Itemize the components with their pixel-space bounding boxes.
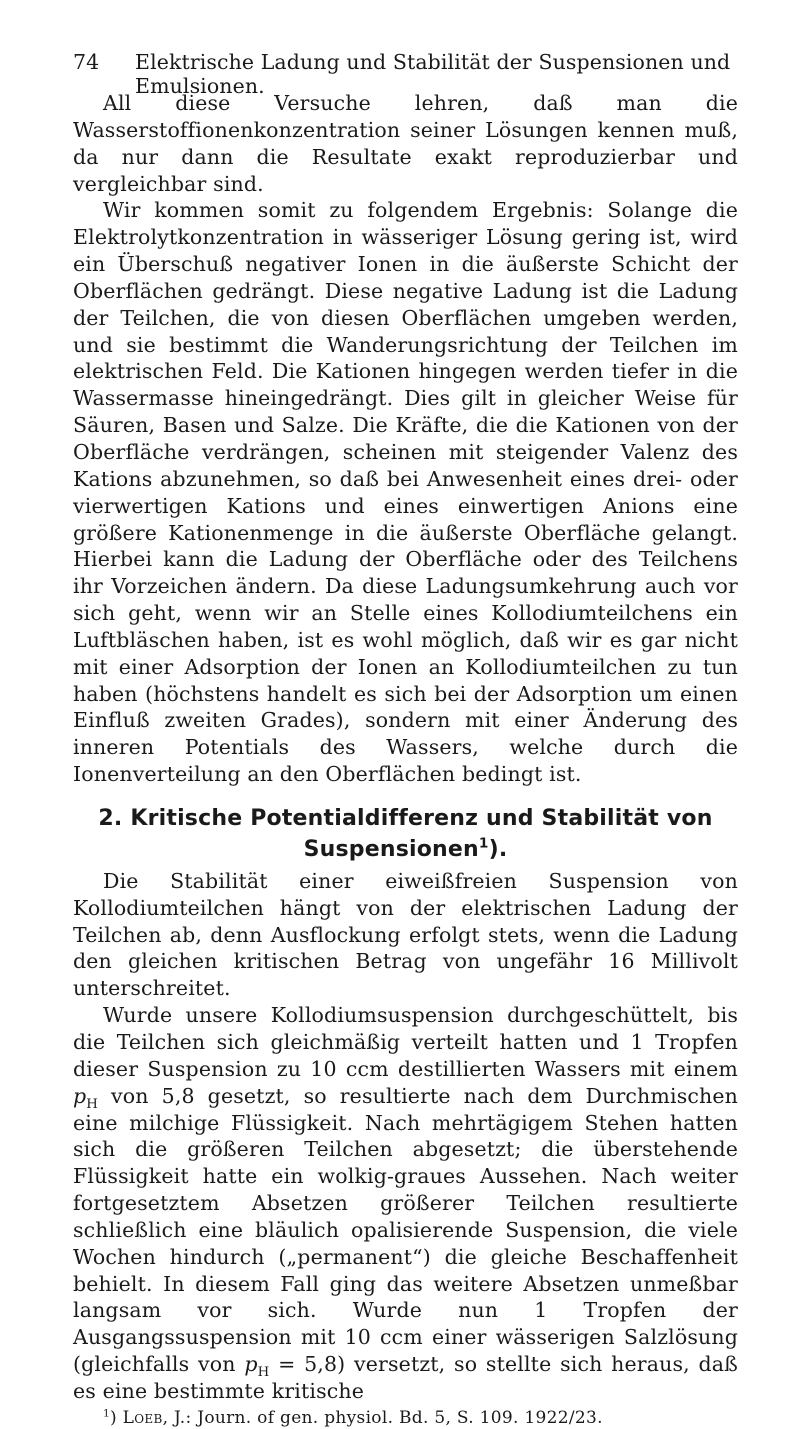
page-number: 74: [73, 50, 100, 74]
running-title: Elektrische Ladung und Stabilität der Suspensionen und Emulsionen.: [135, 50, 731, 98]
paragraph: Die Stabilität einer eiweißfreien Suspension von Kollodiumteilchen hängt von der elektrischen Ladung der Teilchen ab, denn Ausflockung erfolgt stets, wenn die Ladung den gleichen kritischen Betrag von ungefähr 16 Millivolt unterschreitet.: [73, 868, 738, 1001]
section-heading-tail: ).: [488, 836, 508, 862]
section-heading: [73, 803, 738, 865]
footnote: $^1$) Loeb, J.: Journ. of gen. physiol. Bd. 5, S. 109. 1922/23.: [103, 1407, 603, 1428]
ph-symbol: $p_H$: [244, 1352, 270, 1381]
paragraph-text: von 5,8 gesetzt, so resultierte nach dem Durchmischen eine milchige Flüssigkeit. Nach mehrtägigem Stehen hatten sich die größeren Teilchen abgesetzt; die überstehende Flüssigkeit hatte ein wolkig-graues Aussehen. Nach weiter fortgesetztem Absetzen größerer Teilchen resultierte schließlich eine bläulich opalisierende Suspension, die viele Wochen hindurch („permanent“) die gleiche Beschaffenheit behielt. In diesem Fall ging das weitere Absetzen unmeßbar langsam vor sich. Wurde nun 1 Tropfen der Ausgangssuspension mit 10 ccm einer wässerigen Salzlösung (gleichfalls von: [73, 1083, 738, 1377]
ph-symbol: $p_H$: [73, 1083, 99, 1112]
paragraph: [73, 1002, 738, 1405]
footnote-text: , J.: Journ. of gen. physiol. Bd. 5, S. 109. 1922/23.: [162, 1407, 603, 1428]
running-head: [73, 50, 738, 98]
paragraph: All diese Versuche lehren, daß man die Wasserstoffionenkonzentration seiner Lösungen kennen muß, da nur dann die Resultate exakt reproduzierbar und vergleichbar sind.: [73, 91, 738, 196]
footnote-reference: 1: [478, 835, 489, 852]
footnote-marker: 1: [103, 1407, 111, 1420]
section-heading-text: 2. Kritische Potentialdifferenz und Stabilität von Suspensionen: [98, 805, 713, 862]
paragraph-text: = 5,8) versetzt, so stellte sich heraus, daß es eine bestimmte kritische: [73, 1352, 738, 1403]
footnote-author: Loeb: [122, 1407, 163, 1428]
paragraph: Wir kommen somit zu folgendem Ergebnis: Solange die Elektrolytkonzentration in wässeriger Lösung gering ist, wird ein Überschuß negativer Ionen in die äußerste Schicht der Oberflächen gedrängt. Diese negative Ladung ist die Ladung der Teilchen, die von diesen Oberflächen umgeben werden, und sie bestimmt die Wanderungsrichtung der Teilchen im elektrischen Feld. Die Kationen hingegen werden tiefer in die Wassermasse hineingedrängt. Dies gilt in gleicher Weise für Säuren, Basen und Salze. Die Kräfte, die die Kationen von der Oberfläche verdrängen, scheinen mit steigender Valenz des Kations abzunehmen, so daß bei Anwesenheit eines drei- oder vierwertigen Kations und eines einwertigen Anions eine größere Kationenmenge in die äußerste Oberfläche gelangt. Hierbei kann die Ladung der Oberfläche oder des Teilchens ihr Vorzeichen ändern. Da diese Ladungsumkehrung auch vor sich geht, wenn wir an Stelle eines Kollodiumteilchens ein Luftbläschen haben, ist es wohl möglich, daß wir es gar nicht mit einer Adsorption der Ionen an Kollodiumteilchen zu tun haben (höchstens handelt es sich bei der Adsorption um einen Einfluß zweiten Grades), sondern mit einer Änderung des inneren Potentials des Wassers, welche durch die Ionenverteilung an den Oberflächen bedingt ist.: [73, 198, 738, 787]
book-page: [73, 50, 738, 1429]
paragraph-text: Wurde unsere Kollodiumsuspension durchgeschüttelt, bis die Teilchen sich gleichmäßig verteilt hatten und 1 Tropfen dieser Suspension zu 10 ccm destillierten Wassers mit einem: [73, 1003, 738, 1081]
